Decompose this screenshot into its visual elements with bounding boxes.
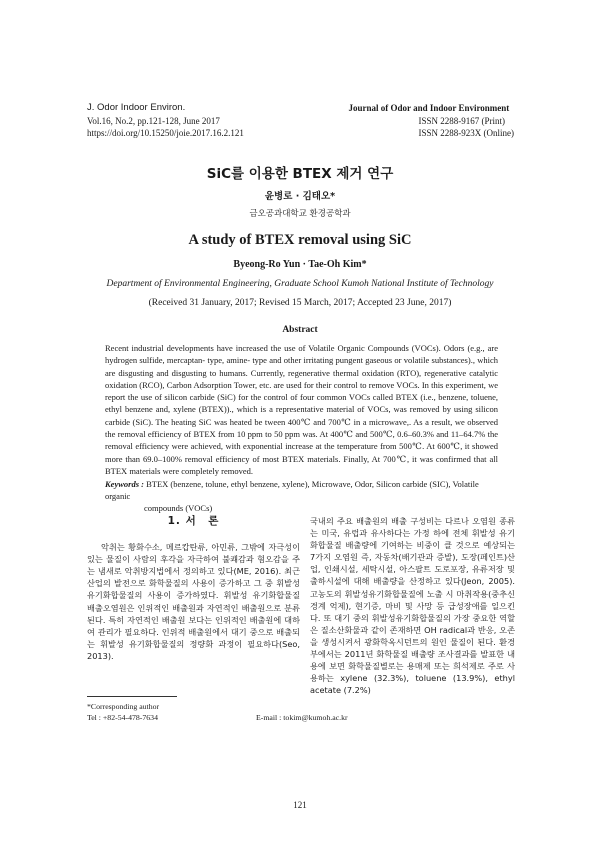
author-tel: Tel : +82-54-478-7634 — [87, 713, 158, 722]
footnote — [87, 701, 348, 723]
volume-line: Vol.16, No.2, pp.121-128, June 2017 — [87, 115, 220, 126]
intro-paragraph-right: 국내의 주요 배출원의 배출 구성비는 다르나 오염원 종류는 미국, 유럽과 유사하다는 가정 하에 전체 휘발성 유기화합물질 배출량에 기여하는 비중이 클 것으로 예상되는 7가지 오염원 즉, 자동차(배기관과 증발), 도장(페인트)산업, 인쇄시설, 세탁시설, 아스팔트 도로포장, 유류저장 및 출하시설에 대해 배출량을 산정하고 있다(Jeon, 2005). 고농도의 휘발성유기화합물질에 노출 시 마취작용(중추신경계 억제), 현기증, 마비 및 사망 등 급성장애를 일으킨다. 또 대기 중의 휘발성유기화합물질의 가장 중요한 역할은 질소산화물과 같이 존재하면 OH radical과 반응, 오존을 생성시켜서 광화학옥시던트의 원인 물질이 된다. 환경부에서는 2011년 화학물질 배출량 조사결과를 발표한 내용에 보면 화학물질별로는 용매제 또는 희석제로 주로 사용하는 xylene (32.3%), toluene (13.9%), ethyl acetate (7.2%) — [310, 516, 515, 696]
issn-print: ISSN 2288-9167 (Print) — [418, 115, 506, 126]
section-heading-introduction: 1. 서 론 — [167, 515, 220, 527]
left-column — [87, 515, 300, 662]
abstract-heading: Abstract — [282, 325, 318, 335]
title-english: A study of BTEX removal using SiC — [188, 232, 412, 248]
corresponding-author: *Corresponding author — [87, 702, 160, 711]
journal-full-name: Journal of Odor and Indoor Environment — [348, 103, 510, 113]
authors-english: Byeong-Ro Yun · Tae-Oh Kim* — [233, 259, 367, 270]
keywords-line-2: compounds (VOCs) — [144, 503, 213, 513]
doi-link[interactable]: https://doi.org/10.15250/joie.2017.16.2.121 — [87, 128, 244, 138]
keywords-line-1: BTEX (benzene, tolune, ethyl benzene, xylene), Microwave, Odor, Silicon carbide (SIC), Volatile organic — [105, 479, 479, 501]
affiliation-english: Department of Environmental Engineering, Graduate School Kumoh National Institute of Technology — [106, 279, 494, 289]
authors-korean: 윤병로 · 김태오* — [264, 191, 336, 202]
author-email[interactable]: E-mail : tokim@kumoh.ac.kr — [255, 713, 348, 722]
received-dates: (Received 31 January, 2017; Revised 15 March, 2017; Accepted 23 June, 2017) — [148, 298, 452, 308]
journal-header-left — [87, 102, 244, 140]
title-korean: SiC를 이용한 BTEX 제거 연구 — [206, 166, 394, 182]
affiliation-korean: 금오공과대학교 환경공학과 — [249, 209, 351, 219]
issn-online: ISSN 2288-923X (Online) — [418, 128, 514, 138]
right-column — [310, 515, 515, 696]
keywords — [105, 478, 498, 514]
keywords-label: Keywords : — [105, 479, 144, 489]
footnote-divider — [87, 696, 177, 697]
journal-header-right — [349, 102, 515, 140]
intro-paragraph-left: 악취는 황화수소, 메르캅탄류, 아민류, 그밖에 자극성이 있는 물질이 사람의 후각을 자극하여 불쾌감과 혐오감을 주는 냄새로 악취방지법에서 정의하고 있다(ME, 2016). 최근 산업의 발전으로 화학물질의 사용이 증가하고 그 중 휘발성 유기화합물질의 사용이 증가하였다. 휘발성 유기화합물질 배출오염원은 인위적인 배출원과 자연적인 배출원으로 분류된다. 특히 자연적인 배출원 보다는 인위적인 배출원에 대하여 관리가 필요하다. 인위적 배출원에서 대기 중으로 배출되는 휘발성 유기화합물질의 정량화 과정이 필요하다(Seo, 2013). — [87, 542, 300, 661]
abstract-body: Recent industrial developments have increased the use of Volatile Organic Compounds (VOCs). Odors (e.g., are hydrogen sulfide, mercaptan- type, amine- type and other irritating pungent gaseous or volatile substances)., which are disgusting and disgusting to humans. Currently, regenerative thermal oxidation (RTO), regenerative catalytic oxidation (RCO), Carbon Adsorption Tower, etc. are used for their control to remove VOCs. In this experiment, we report the use of silicon carbide (SiC) for the control of four common VOCs called BTEX (i.e., benzene, toluene, ethyl benzene and, xylene (BTEX))., which is a representative material of VOCs, was removed by using silicon carbide (SiC). The heating SiC was heated be tween 400℃ and 700℃ in a microwave,. As a result, we observed the removal efficiency of BTEX from 10 ppm to 50 ppm was. At 400℃ and 500℃, 0.6–60.3% and 11–64.7% the removal efficiency were achieved, with exponential increase at the temperature from 500℃. At 600℃, it showed more than 69.0–100% removal efficiency of most BTEX materials. Finally, At 700℃, it was confirmed that all BTEX materials were completely removed. — [105, 343, 498, 476]
journal-short-name: J. Odor Indoor Environ. — [87, 102, 186, 113]
page-number: 121 — [293, 800, 307, 810]
